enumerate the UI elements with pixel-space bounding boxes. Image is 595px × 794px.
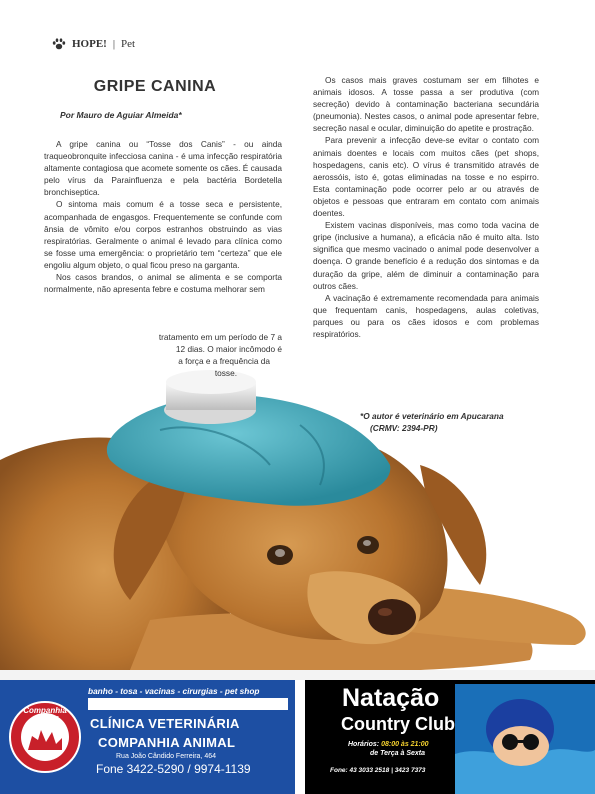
swim-hours-label: Horários:	[348, 741, 380, 748]
clinic-services: banho - tosa - vacinas - cirurgias - pet shop	[88, 686, 260, 696]
header-section: Pet	[121, 38, 136, 50]
swim-phone: Fone: 43 3033 2518 | 3423 7373	[330, 767, 426, 774]
clinic-white-band	[88, 698, 288, 710]
swimmer-photo	[455, 684, 595, 794]
tail-line: a força e a frequência da	[178, 356, 270, 367]
paragraph: Existem vacinas disponíveis, mas como toda vacina de gripe (inclusive a humana), a eficácia não é muito alta. Isto significa que mesmo vacinado o animal pode desenvolver a doença. O grande benefício é a redução dos sintomas e da duração da gripe, além de diminuir a contaminação para outros cães.	[313, 220, 539, 291]
clinic-address: Rua João Cândido Ferreira, 464	[116, 753, 217, 760]
author-note-line: *O autor é veterinário em Apucarana	[360, 411, 504, 421]
article-byline: Por Mauro de Aguiar Almeida*	[60, 110, 182, 120]
swim-hours-value: 08:00 às 21:00	[381, 741, 429, 748]
article-title: GRIPE CANINA	[93, 78, 217, 95]
paragraph: A gripe canina ou “Tosse dos Canis” - ou ainda traqueobronquite infecciosa canina - é uma infecção respiratória altamente contagiosa que acomete somente os cães. É causada pelo vírus da Parainfluenza e pela bactéria Bordetella bronchiseptica.	[44, 139, 282, 198]
clinic-name-line-1: CLÍNICA VETERINÁRIA	[90, 716, 240, 731]
article-column-2	[313, 74, 539, 340]
paragraph: Nos casos brandos, o animal se alimenta e se comporta normalmente, não apresenta febre e costuma melhorar sem	[44, 272, 282, 295]
clinic-logo-text: Companhia Animal	[23, 706, 67, 724]
header-separator: |	[112, 38, 116, 50]
dog-photo	[0, 370, 595, 680]
swim-title: Natação	[342, 684, 440, 712]
clinic-phone: Fone 3422-5290 / 9974-1139	[96, 762, 251, 776]
swim-hours	[348, 741, 429, 748]
page-header	[52, 38, 135, 50]
paragraph: O sintoma mais comum é a tosse seca e persistente, acompanhada de engasgos. Frequentemente se confunde com ânsia de vômito e/ou corpos estranhos obstruindo as vias respiratórias. Geralmente o animal é levado para clínica como se fosse uma emergência: o proprietário tem “certeza” que ele engoliu algum objeto, o qual ficou preso na garganta.	[44, 199, 282, 270]
author-note	[360, 410, 504, 434]
article-column-1	[44, 138, 282, 295]
paragraph: A vacinação é extremamente recomendada para animais que frequentam canis, hospedagens, aulas coletivas, parques ou para os cães idosos e com problemas respiratórios.	[313, 292, 539, 339]
author-note-line: (CRMV: 2394-PR)	[370, 423, 438, 433]
tail-line: tosse.	[214, 368, 237, 379]
clinic-name-line-2: COMPANHIA ANIMAL	[98, 735, 236, 750]
swim-subtitle: Country Club	[341, 714, 455, 734]
swim-days: de Terça à Sexta	[370, 750, 425, 757]
tail-line: 12 dias. O maior incômodo é	[175, 344, 282, 355]
header-brand: HOPE!	[72, 38, 107, 50]
tail-line: tratamento em um período de 7 a	[158, 332, 282, 342]
paw-icon	[52, 38, 66, 50]
column-1-tail	[100, 331, 282, 379]
paragraph: Os casos mais graves costumam ser em filhotes e animais idosos. A tosse passa a ser produtiva (com secreção) devido à contaminação bacteriana secundária (pneumonia). Nestes casos, o animal pode apresentar febre, secreção nasal e ocular, diminuição do apetite e prostração.	[313, 75, 539, 134]
paragraph: Para prevenir a infecção deve-se evitar o contato com animais doentes e locais com muitos cães (pet shops, hospedagens, canis etc). O vírus é transmitido através de aerossóis, isto é, gotas eliminadas na tosse e no espirro. Esta contaminação pode ocorrer pelo ar ou através de objetos e pessoas que entraram em contato com animais doentes.	[313, 135, 539, 219]
